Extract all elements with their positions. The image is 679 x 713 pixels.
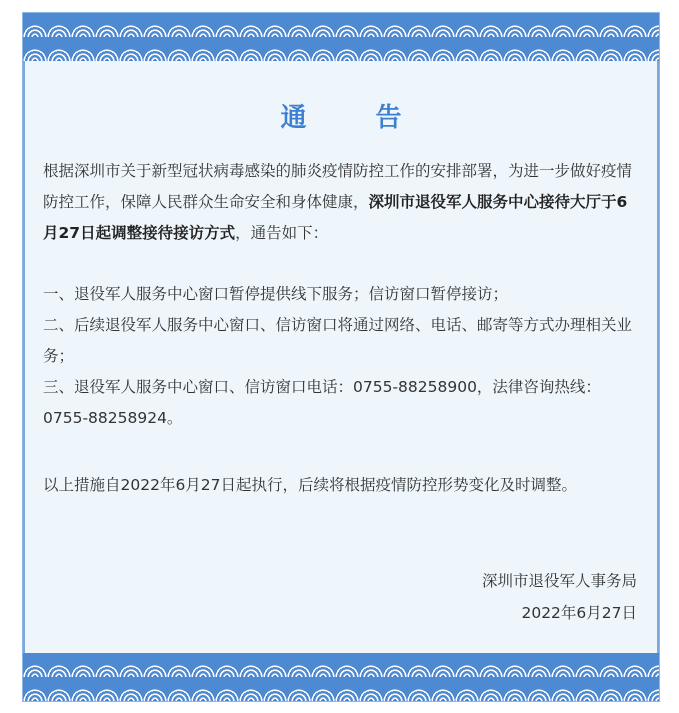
notice-item: 一、退役军人服务中心窗口暂停提供线下服务；信访窗口暂停接访； <box>43 285 509 303</box>
notice-items <box>43 279 640 434</box>
right-border-line <box>657 61 659 653</box>
top-wave-border <box>23 13 659 61</box>
closing-paragraph: 以上措施自2022年6月27日起执行，后续将根据疫情防控形势变化及时调整。 <box>43 476 578 494</box>
signature-organization: 深圳市退役军人事务局 <box>481 572 637 590</box>
intro-tail-text: ，通告如下： <box>235 224 329 242</box>
intro-bold-text: 深圳市退役军人服务中心接待大厅于6月27日起调整接待接访方式 <box>43 193 628 242</box>
notice-title: 通 告 <box>280 103 432 133</box>
notice-card <box>22 12 660 702</box>
signature-date: 2022年6月27日 <box>521 604 637 622</box>
intro-normal-text: 根据深圳市关于新型冠状病毒感染的肺炎疫情防控工作的安排部署，为进一步做好疫情防控工作，保障人民群众生命安全和身体健康， <box>43 162 633 211</box>
left-border-line <box>23 61 25 653</box>
notice-item: 三、退役军人服务中心窗口、信访窗口电话：0755-88258900，法律咨询热线：0755-88258924。 <box>43 378 601 427</box>
notice-item: 二、后续退役军人服务中心窗口、信访窗口将通过网络、电话、邮寄等方式办理相关业务； <box>43 316 633 365</box>
intro-paragraph <box>43 156 640 249</box>
bottom-wave-border <box>23 653 659 701</box>
